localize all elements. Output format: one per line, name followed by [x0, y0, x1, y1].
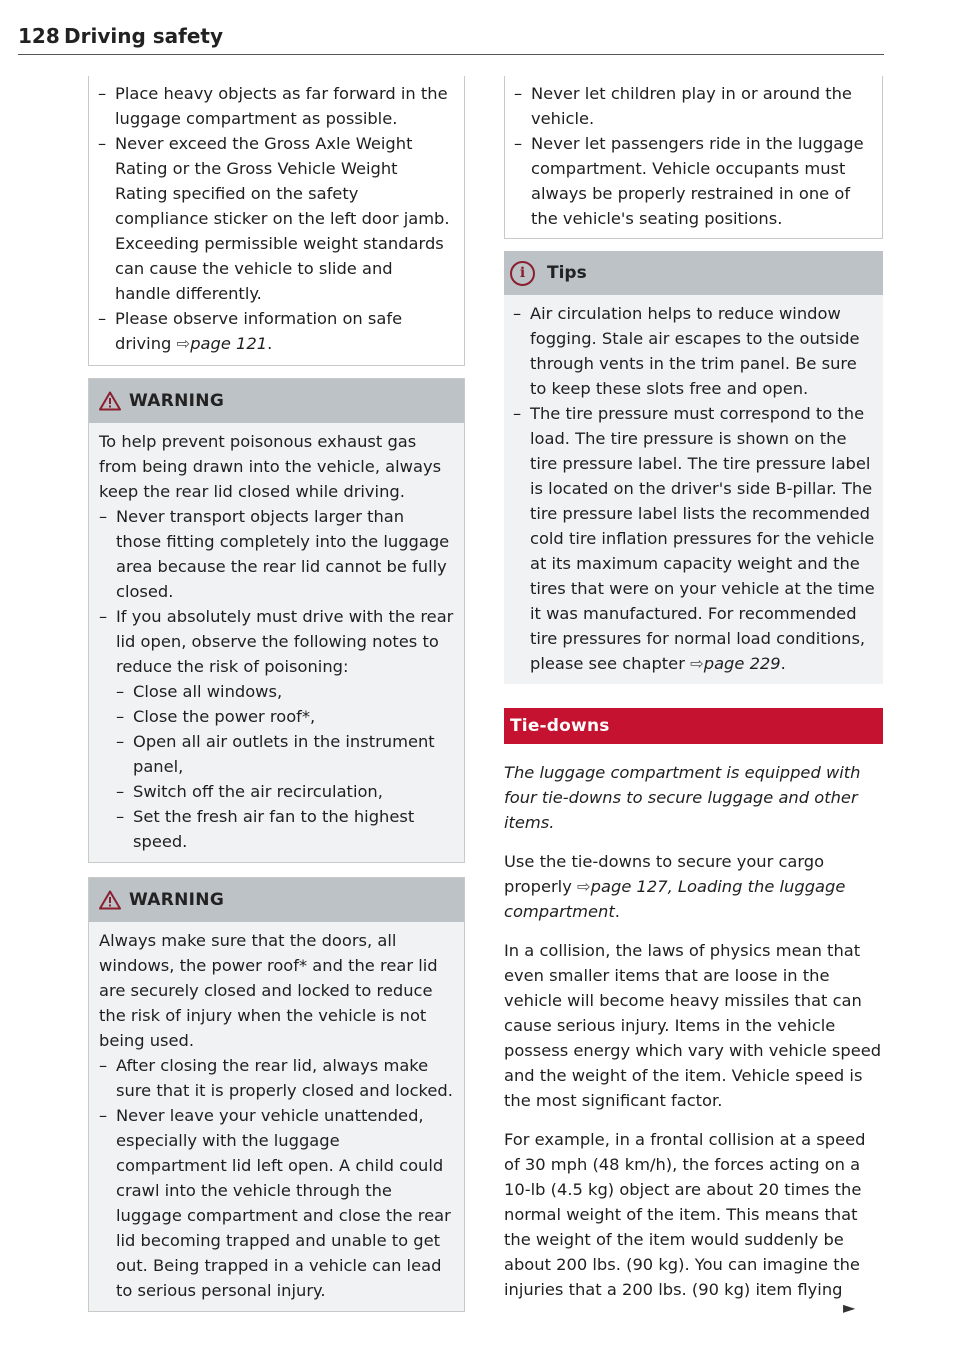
ref-arrow-icon: ⇨: [577, 877, 591, 896]
section-title: Driving safety: [64, 24, 223, 48]
warning-title-bar: [89, 878, 464, 922]
tips-title: Tips: [547, 263, 587, 283]
page-ref-link[interactable]: page 121: [190, 334, 268, 353]
warning-title: WARNING: [129, 391, 225, 411]
page-number: 128: [18, 24, 60, 48]
list-item: – If you absolutely must drive with the rear lid open, observe the following notes to reduce the risk of poisoning: – Close all windows, – Close the power roof*, – Open all air outlets in the instrument panel, – Switch off the air recirculation, – Set the fresh air fan to the highest speed.: [99, 604, 454, 854]
tips-body: [504, 295, 883, 684]
warning-body: [89, 922, 464, 1311]
list-item: – Open all air outlets in the instrument panel,: [116, 729, 454, 779]
list-item: – The tire pressure must correspond to the load. The tire pressure is shown on the tire pressure label. The tire pressure label is located on the driver's side B-pillar. The tire pressure label lists the recommended cold tire inflation pressures for the vehicle at its maximum capacity weight and the tires that were on your vehicle at the time it was manufactured. For recommended tire pressures for normal load conditions, please see chapter ⇨page 229.: [508, 401, 875, 676]
list-item: – Never let passengers ride in the luggage compartment. Vehicle occupants must always be properly restrained in one of the vehicle's seating positions.: [509, 131, 870, 231]
loading-box: [88, 76, 465, 366]
warning-body: [89, 423, 464, 862]
page-ref-link[interactable]: page 229: [703, 654, 781, 673]
tips-title-bar: [504, 251, 883, 295]
tiedowns-heading: Tie-downs: [504, 708, 883, 744]
passenger-list: [509, 81, 870, 231]
list-item: – Never transport objects larger than those fitting completely into the luggage area because the rear lid cannot be fully closed.: [99, 504, 454, 604]
warning-intro: Always make sure that the doors, all windows, the power roof* and the rear lid are securely closed and locked to reduce the risk of injury when the vehicle is not being used.: [99, 931, 438, 1050]
tips-list: [508, 301, 875, 676]
continue-arrow-icon: ►: [843, 1298, 856, 1317]
list-item: – Close all windows,: [116, 679, 454, 704]
warning-list: [99, 504, 454, 854]
list-item: – Please observe information on safe driving ⇨page 121.: [93, 306, 452, 356]
paragraph: Use the tie-downs to secure your cargo properly ⇨page 127, Loading the luggage compartment.: [504, 852, 846, 921]
warning-triangle-icon: [99, 890, 121, 910]
paragraph: For example, in a frontal collision at a speed of 30 mph (48 km/h), the forces acting on a 10-lb (4.5 kg) object are about 20 times the normal weight of the item. This means that the weight of the item would suddenly be about 200 lbs. (90 kg). You can imagine the injuries that a 200 lbs. (90 kg) item flying: [504, 1130, 866, 1299]
tips-box: [504, 251, 883, 684]
paragraph: In a collision, the laws of physics mean that even smaller items that are loose in the vehicle will become heavy missiles that can cause serious injury. Items in the vehicle possess energy which vary with vehicle speed and the weight of the item. Vehicle speed is the most significant factor.: [504, 941, 882, 1110]
list-item: – Close the power roof*,: [116, 704, 454, 729]
passenger-box: [504, 76, 883, 239]
list-item: – Place heavy objects as far forward in the luggage compartment as possible.: [93, 81, 452, 131]
page-ref-link[interactable]: page 127, Loading the luggage compartment: [504, 877, 846, 921]
list-item: – Never exceed the Gross Axle Weight Rating or the Gross Vehicle Weight Rating specified on the safety compliance sticker on the left door jamb. Exceeding permissible weight standards can cause the vehicle to slide and handle differently.: [93, 131, 452, 306]
warning-intro: To help prevent poisonous exhaust gas from being drawn into the vehicle, always keep the rear lid closed while driving.: [99, 432, 442, 501]
list-item: – Air circulation helps to reduce window fogging. Stale air escapes to the outside through vents in the trim panel. Be sure to keep these slots free and open.: [508, 301, 875, 401]
info-icon: i: [510, 261, 535, 286]
list-item: – After closing the rear lid, always make sure that it is properly closed and locked.: [99, 1053, 454, 1103]
loading-list: [93, 81, 452, 356]
warning-list: [99, 1053, 454, 1303]
tiedowns-intro: The luggage compartment is equipped with four tie-downs to secure luggage and other items.: [504, 763, 861, 832]
list-item: – Never let children play in or around the vehicle.: [509, 81, 870, 131]
warning-title-bar: [89, 379, 464, 423]
warning-box-lock: [88, 877, 465, 1312]
left-column: [88, 76, 465, 1312]
warning-triangle-icon: [99, 391, 121, 411]
right-column: [504, 76, 883, 1302]
list-item: – Set the fresh air fan to the highest speed.: [116, 804, 454, 854]
ref-arrow-icon: ⇨: [176, 334, 191, 353]
list-item: – Never leave your vehicle unattended, especially with the luggage compartment lid left open. A child could crawl into the vehicle through the luggage compartment and close the rear lid becoming trapped and unable to get out. Being trapped in a vehicle can lead to serious personal injury.: [99, 1103, 454, 1303]
list-item: – Switch off the air recirculation,: [116, 779, 454, 804]
warning-box-exhaust: [88, 378, 465, 863]
warning-sublist: [116, 679, 454, 854]
ref-arrow-icon: ⇨: [690, 654, 704, 673]
page-header: [18, 24, 884, 55]
warning-title: WARNING: [129, 890, 225, 910]
